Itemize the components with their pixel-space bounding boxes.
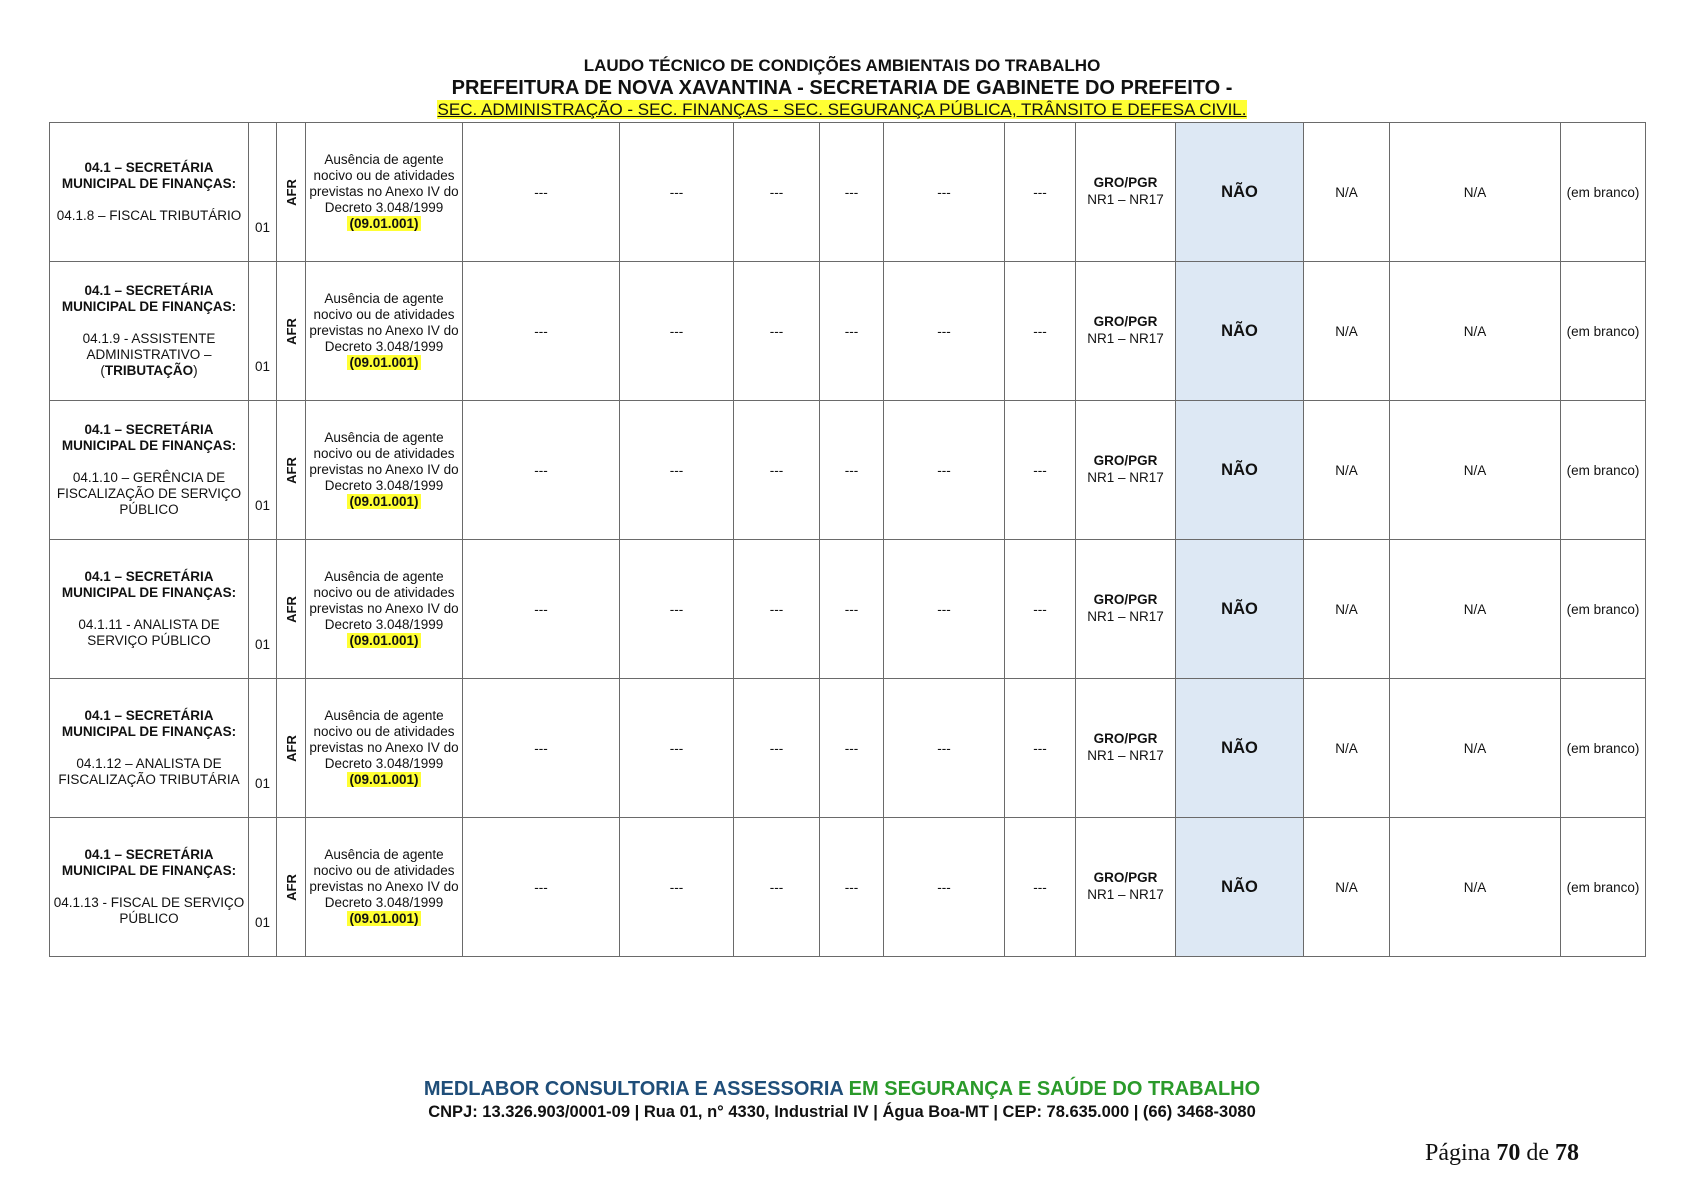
- empty-cell-4: ---: [820, 818, 884, 957]
- program-name: GRO/PGR: [1093, 731, 1158, 747]
- na-cell-1: N/A: [1304, 540, 1390, 679]
- empty-cell-1: ---: [463, 123, 620, 262]
- na-cell-1: N/A: [1304, 401, 1390, 540]
- answer-cell: NÃO: [1176, 540, 1304, 679]
- empty-cell-3: ---: [734, 262, 820, 401]
- table-row: [50, 123, 1646, 262]
- na-cell-1: N/A: [1304, 818, 1390, 957]
- sector-cell: [50, 540, 249, 679]
- program-cell: [1076, 679, 1176, 818]
- page-of: de: [1526, 1140, 1549, 1166]
- risk-type-label: AFR: [283, 317, 299, 345]
- blank-cell: (em branco): [1561, 679, 1646, 818]
- departments-subtitle: [0, 100, 1684, 120]
- empty-cell-4: ---: [820, 540, 884, 679]
- quantity-cell: 01: [249, 123, 277, 262]
- empty-cell-5: ---: [884, 401, 1005, 540]
- empty-cell-1: ---: [463, 818, 620, 957]
- company-address: CNPJ: 13.326.903/0001-09 | Rua 01, n° 4330, Industrial IV | Água Boa-MT | CEP: 78.635.000 | (66) 3468-3080: [428, 1103, 1256, 1121]
- program-name: GRO/PGR: [1093, 870, 1158, 886]
- sector-name: 04.1 – SECRETÁRIA MUNICIPAL DE FINANÇAS:: [61, 846, 237, 878]
- program-cell: [1076, 540, 1176, 679]
- na-cell-1: N/A: [1304, 679, 1390, 818]
- job-role-text: 04.1.10 – GERÊNCIA DE FISCALIZAÇÃO DE SERVIÇO PÚBLICO: [56, 469, 242, 518]
- agent-description: Ausência de agente nocivo ou de atividades previstas no Anexo IV do Decreto 3.048/1999: [309, 568, 459, 633]
- program-norms: NR1 – NR17: [1087, 470, 1164, 485]
- empty-cell-2: ---: [620, 818, 734, 957]
- empty-cell-3: ---: [734, 540, 820, 679]
- empty-cell-6: ---: [1005, 818, 1076, 957]
- risk-type-cell: [277, 401, 306, 540]
- sector-name: 04.1 – SECRETÁRIA MUNICIPAL DE FINANÇAS:: [61, 282, 237, 314]
- agent-cell: [306, 818, 463, 957]
- empty-cell-6: ---: [1005, 540, 1076, 679]
- empty-cell-6: ---: [1005, 123, 1076, 262]
- job-role-text: 04.1.12 – ANALISTA DE FISCALIZAÇÃO TRIBUTÁRIA: [58, 756, 240, 788]
- answer-cell: NÃO: [1176, 818, 1304, 957]
- job-role: [52, 331, 246, 380]
- agent-description: Ausência de agente nocivo ou de atividades previstas no Anexo IV do Decreto 3.048/1999: [309, 290, 459, 355]
- empty-cell-2: ---: [620, 123, 734, 262]
- na-cell-2: N/A: [1390, 262, 1561, 401]
- risk-type-cell: [277, 818, 306, 957]
- page-current: 70: [1496, 1140, 1521, 1166]
- job-role-text: 04.1.11 - ANALISTA DE SERVIÇO PÚBLICO: [78, 617, 220, 649]
- quantity-cell: 01: [249, 262, 277, 401]
- company-name-blue: MEDLABOR CONSULTORIA E ASSESSORIA: [423, 1078, 844, 1100]
- agent-code: (09.01.001): [349, 216, 419, 232]
- agent-description: Ausência de agente nocivo ou de atividades previstas no Anexo IV do Decreto 3.048/1999: [309, 429, 459, 494]
- table-row: [50, 679, 1646, 818]
- quantity-cell: 01: [249, 540, 277, 679]
- program-name: GRO/PGR: [1093, 453, 1158, 469]
- na-cell-2: N/A: [1390, 401, 1561, 540]
- risk-type-label: AFR: [283, 456, 299, 484]
- empty-cell-4: ---: [820, 401, 884, 540]
- program-norms: NR1 – NR17: [1087, 609, 1164, 624]
- na-cell-1: N/A: [1304, 123, 1390, 262]
- job-role-emphasis: TRIBUTAÇÃO: [104, 363, 194, 379]
- company-name-green: EM SEGURANÇA E SAÚDE DO TRABALHO: [848, 1078, 1261, 1100]
- program-name: GRO/PGR: [1093, 175, 1158, 191]
- program-cell: [1076, 123, 1176, 262]
- empty-cell-2: ---: [620, 262, 734, 401]
- agent-description: Ausência de agente nocivo ou de atividades previstas no Anexo IV do Decreto 3.048/1999: [309, 151, 459, 216]
- agent-code: (09.01.001): [349, 494, 419, 510]
- blank-cell: (em branco): [1561, 262, 1646, 401]
- agent-cell: [306, 401, 463, 540]
- answer-cell: NÃO: [1176, 262, 1304, 401]
- table-row: [50, 818, 1646, 957]
- job-role-text: 04.1.8 – FISCAL TRIBUTÁRIO: [56, 208, 242, 224]
- sector-name: 04.1 – SECRETÁRIA MUNICIPAL DE FINANÇAS:: [61, 568, 237, 600]
- empty-cell-1: ---: [463, 401, 620, 540]
- risk-table: [49, 122, 1646, 957]
- page-total: 78: [1555, 1140, 1579, 1166]
- answer-cell: NÃO: [1176, 123, 1304, 262]
- table-row: [50, 540, 1646, 679]
- quantity-cell: 01: [249, 818, 277, 957]
- agent-code: (09.01.001): [349, 911, 419, 927]
- agent-code: (09.01.001): [349, 355, 419, 371]
- blank-cell: (em branco): [1561, 401, 1646, 540]
- empty-cell-4: ---: [820, 679, 884, 818]
- agent-cell: [306, 123, 463, 262]
- empty-cell-5: ---: [884, 540, 1005, 679]
- empty-cell-3: ---: [734, 818, 820, 957]
- blank-cell: (em branco): [1561, 818, 1646, 957]
- job-role-suffix: ): [193, 363, 198, 379]
- sector-name: 04.1 – SECRETÁRIA MUNICIPAL DE FINANÇAS:: [61, 707, 237, 739]
- job-role-text: 04.1.9 - ASSISTENTE ADMINISTRATIVO – (: [82, 330, 216, 379]
- program-cell: [1076, 262, 1176, 401]
- sector-name: 04.1 – SECRETÁRIA MUNICIPAL DE FINANÇAS:: [61, 421, 237, 453]
- blank-cell: (em branco): [1561, 123, 1646, 262]
- job-role: [52, 756, 246, 788]
- risk-type-cell: [277, 679, 306, 818]
- empty-cell-5: ---: [884, 818, 1005, 957]
- empty-cell-3: ---: [734, 679, 820, 818]
- risk-type-cell: [277, 123, 306, 262]
- risk-type-label: AFR: [283, 595, 299, 623]
- agent-code: (09.01.001): [349, 633, 419, 649]
- agent-code: (09.01.001): [349, 772, 419, 788]
- empty-cell-3: ---: [734, 401, 820, 540]
- job-role: [52, 617, 246, 649]
- job-role: [52, 470, 246, 519]
- table-row: [50, 401, 1646, 540]
- program-cell: [1076, 818, 1176, 957]
- risk-type-label: AFR: [283, 178, 299, 206]
- empty-cell-2: ---: [620, 679, 734, 818]
- program-norms: NR1 – NR17: [1087, 331, 1164, 346]
- na-cell-2: N/A: [1390, 818, 1561, 957]
- risk-type-cell: [277, 540, 306, 679]
- program-norms: NR1 – NR17: [1087, 192, 1164, 207]
- program-name: GRO/PGR: [1093, 314, 1158, 330]
- agent-description: Ausência de agente nocivo ou de atividades previstas no Anexo IV do Decreto 3.048/1999: [309, 846, 459, 911]
- agent-description: Ausência de agente nocivo ou de atividades previstas no Anexo IV do Decreto 3.048/1999: [309, 707, 459, 772]
- program-norms: NR1 – NR17: [1087, 887, 1164, 902]
- na-cell-2: N/A: [1390, 679, 1561, 818]
- page-number: [1425, 1140, 1579, 1167]
- empty-cell-1: ---: [463, 679, 620, 818]
- empty-cell-4: ---: [820, 123, 884, 262]
- document-footer: [0, 1077, 1684, 1123]
- sector-cell: [50, 818, 249, 957]
- empty-cell-5: ---: [884, 123, 1005, 262]
- empty-cell-2: ---: [620, 540, 734, 679]
- organization-title: PREFEITURA DE NOVA XAVANTINA - SECRETARIA DE GABINETE DO PREFEITO -: [451, 77, 1233, 100]
- empty-cell-1: ---: [463, 540, 620, 679]
- sector-cell: [50, 679, 249, 818]
- empty-cell-4: ---: [820, 262, 884, 401]
- risk-type-cell: [277, 262, 306, 401]
- agent-cell: [306, 540, 463, 679]
- na-cell-2: N/A: [1390, 123, 1561, 262]
- departments-highlight: SEC. ADMINISTRAÇÃO - SEC. FINANÇAS - SEC. SEGURANÇA PÚBLICA, TRÂNSITO E DEFESA CIVIL.: [437, 100, 1247, 120]
- page-word: Página: [1425, 1140, 1491, 1166]
- document-header: [0, 56, 1684, 121]
- quantity-cell: 01: [249, 679, 277, 818]
- program-name: GRO/PGR: [1093, 592, 1158, 608]
- risk-type-label: AFR: [283, 734, 299, 762]
- agent-cell: [306, 262, 463, 401]
- empty-cell-1: ---: [463, 262, 620, 401]
- empty-cell-6: ---: [1005, 679, 1076, 818]
- job-role-text: 04.1.13 - FISCAL DE SERVIÇO PÚBLICO: [53, 895, 245, 927]
- job-role: [52, 895, 246, 927]
- program-cell: [1076, 401, 1176, 540]
- quantity-cell: 01: [249, 401, 277, 540]
- empty-cell-6: ---: [1005, 401, 1076, 540]
- blank-cell: (em branco): [1561, 540, 1646, 679]
- na-cell-1: N/A: [1304, 262, 1390, 401]
- empty-cell-5: ---: [884, 262, 1005, 401]
- agent-cell: [306, 679, 463, 818]
- empty-cell-3: ---: [734, 123, 820, 262]
- answer-cell: NÃO: [1176, 401, 1304, 540]
- answer-cell: NÃO: [1176, 679, 1304, 818]
- risk-type-label: AFR: [283, 873, 299, 901]
- sector-cell: [50, 401, 249, 540]
- job-role: [52, 208, 246, 224]
- empty-cell-5: ---: [884, 679, 1005, 818]
- sector-name: 04.1 – SECRETÁRIA MUNICIPAL DE FINANÇAS:: [61, 159, 237, 191]
- company-name: [0, 1077, 1684, 1102]
- empty-cell-2: ---: [620, 401, 734, 540]
- na-cell-2: N/A: [1390, 540, 1561, 679]
- sector-cell: [50, 262, 249, 401]
- sector-cell: [50, 123, 249, 262]
- empty-cell-6: ---: [1005, 262, 1076, 401]
- table-row: [50, 262, 1646, 401]
- report-title: LAUDO TÉCNICO DE CONDIÇÕES AMBIENTAIS DO TRABALHO: [583, 56, 1101, 75]
- program-norms: NR1 – NR17: [1087, 748, 1164, 763]
